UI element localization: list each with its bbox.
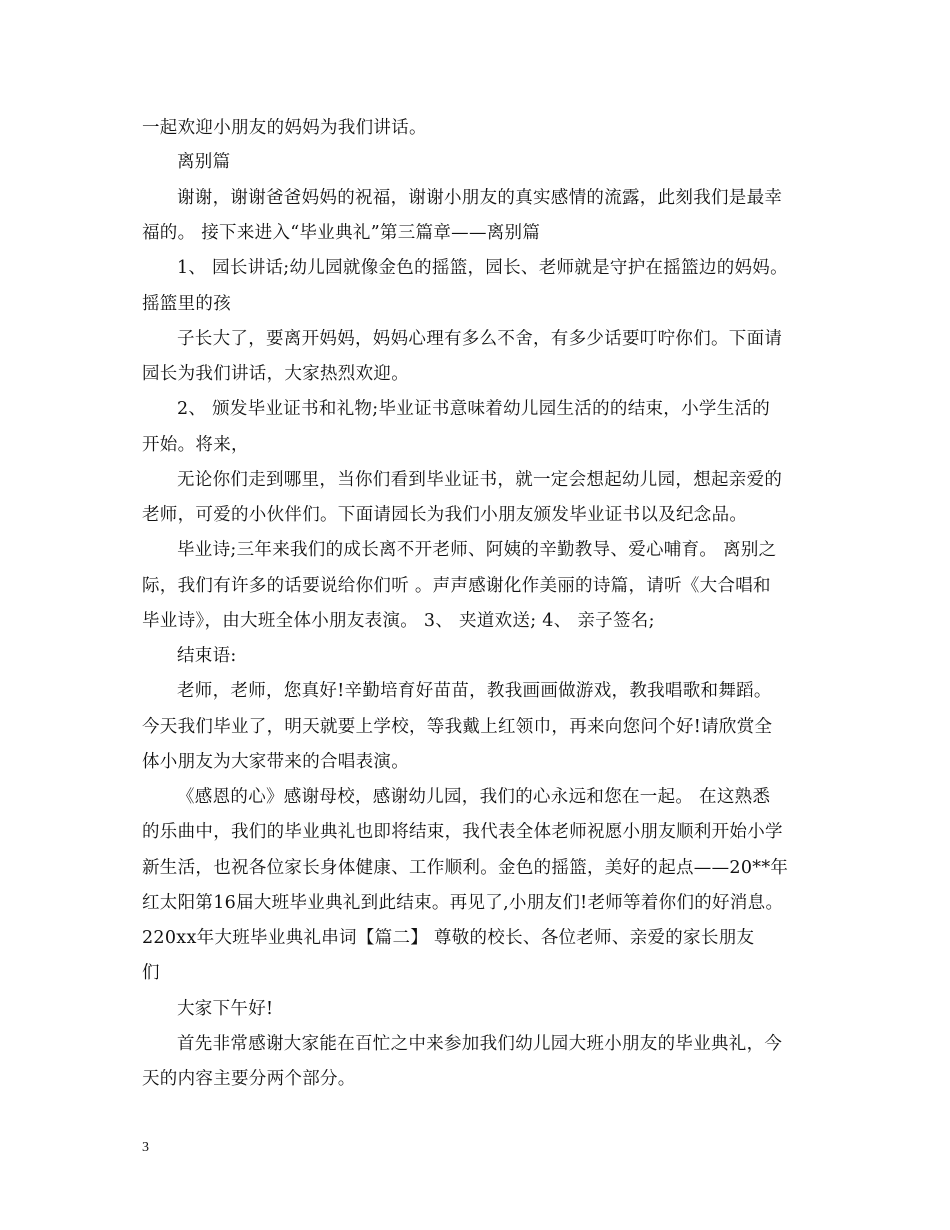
- text-line: 一起欢迎小朋友的妈妈为我们讲话。: [142, 118, 427, 138]
- text-line: 谢谢，谢谢爸爸妈妈的祝福，谢谢小朋友的真实感情的流露，此刻我们是最幸: [177, 188, 783, 208]
- text-line: 首先非常感谢大家能在百忙之中来参加我们幼儿园大班小朋友的毕业典礼，今: [177, 1034, 783, 1054]
- text-line: 毕业诗》，由大班全体小朋友表演。 3、 夹道欢送; 4、 亲子签名;: [142, 611, 655, 631]
- text-line: 毕业诗;三年来我们的成长离不开老师、阿姨的辛勤教导、爱心哺育。 离别之: [177, 540, 777, 560]
- page-number: 3: [142, 1140, 149, 1155]
- text-line: 新生活，也祝各位家长身体健康、工作顺利。金色的摇篮，美好的起点——20**年: [142, 858, 789, 878]
- text-line: 老师，可爱的小伙伴们。下面请园长为我们小朋友颁发毕业证书以及纪念品。: [142, 505, 748, 525]
- text-line: 今天我们毕业了，明天就要上学校，等我戴上红领巾，再来向您问个好!请欣赏全: [142, 717, 773, 737]
- text-line: 大家下午好!: [177, 999, 274, 1019]
- text-line: 《感恩的心》感谢母校，感谢幼儿园，我们的心永远和您在一起。 在这熟悉: [177, 787, 771, 807]
- text-line: 体小朋友为大家带来的合唱表演。: [142, 752, 409, 772]
- section-heading: 离别篇: [177, 152, 231, 172]
- section-heading: 结束语:: [177, 646, 237, 666]
- text-line: 2、 颁发毕业证书和礼物;毕业证书意味着幼儿园生活的的结束，小学生活的: [177, 399, 771, 419]
- text-line: 子长大了，要离开妈妈，妈妈心理有多么不舍，有多少话要叮咛你们。下面请: [177, 329, 783, 349]
- text-line: 红太阳第16届大班毕业典礼到此结束。再见了,小朋友们!老师等着你们的好消息。: [142, 893, 784, 913]
- text-line: 开始。将来，: [142, 435, 249, 455]
- text-line: 福的。 接下来进入“毕业典礼”第三篇章——离别篇: [142, 223, 541, 243]
- text-line: 无论你们走到哪里，当你们看到毕业证书，就一定会想起幼儿园，想起亲爱的: [177, 470, 783, 490]
- text-line: 1、 园长讲话;幼儿园就像金色的摇篮，园长、老师就是守护在摇篮边的妈妈。: [177, 258, 788, 278]
- text-line: 的乐曲中，我们的毕业典礼也即将结束，我代表全体老师祝愿小朋友顺利开始小学: [142, 822, 783, 842]
- text-line: 220xx年大班毕业典礼串词【篇二】 尊敬的校长、各位老师、亲爱的家长朋友: [142, 928, 755, 948]
- text-line: 际，我们有许多的话要说给你们听 。声声感谢化作美丽的诗篇，请听《大合唱和: [142, 576, 771, 596]
- text-line: 天的内容主要分两个部分。: [142, 1069, 356, 1089]
- text-line: 们: [142, 963, 160, 983]
- text-line: 老师，老师，您真好!辛勤培育好苗苗，教我画画做游戏，教我唱歌和舞蹈。: [177, 681, 772, 701]
- text-line: 摇篮里的孩: [142, 294, 231, 314]
- text-line: 园长为我们讲话，大家热烈欢迎。: [142, 364, 409, 384]
